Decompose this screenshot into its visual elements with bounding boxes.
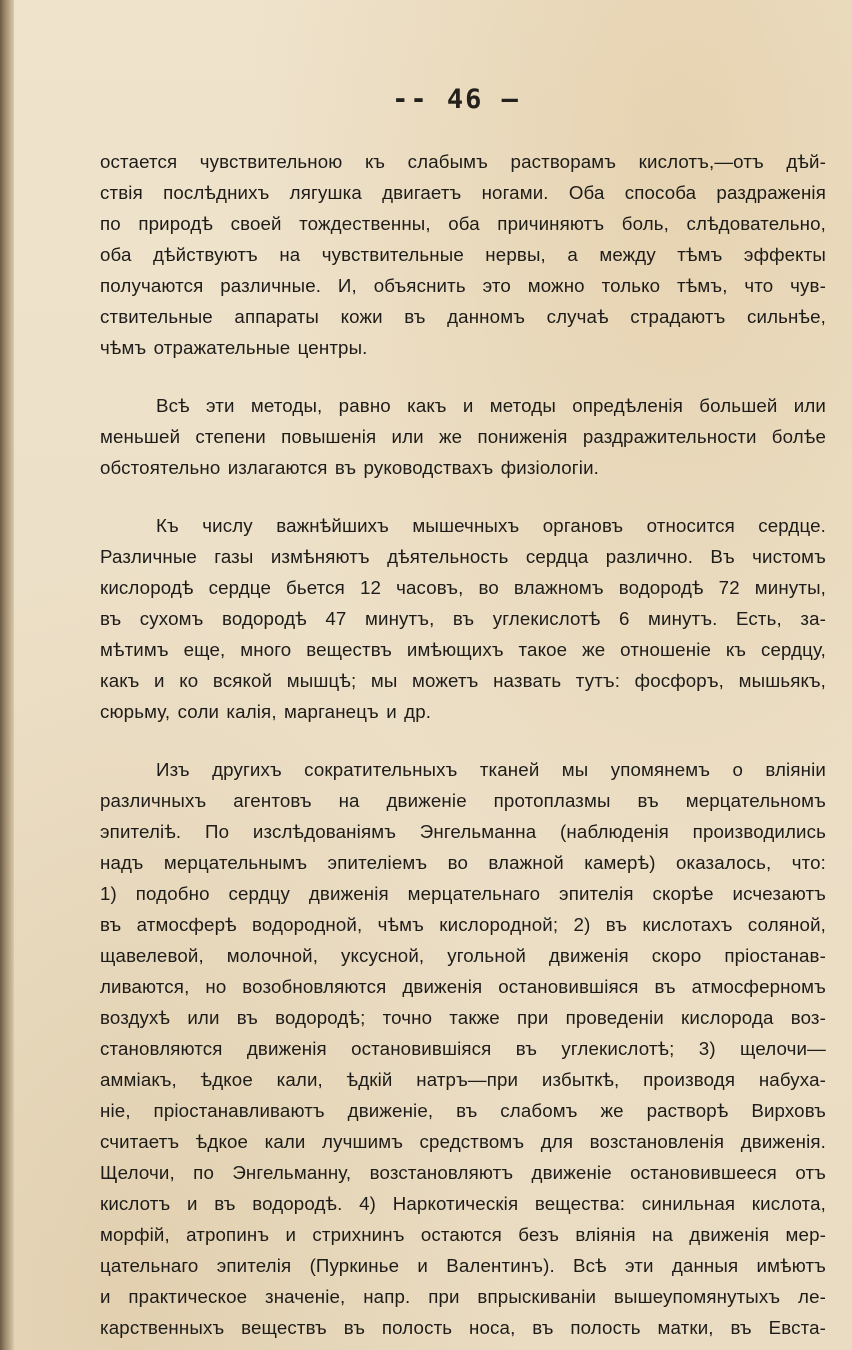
text-line: и практическое значеніе, напр. при впрыскиваніи вышеупомянутыхъ ле- [100,1286,826,1307]
paragraph [100,754,826,1343]
text-line: воздухѣ или въ водородѣ; точно также при проведеніи кислорода воз- [100,1007,826,1028]
text-line: Всѣ эти методы, равно какъ и методы опредѣленія большей или [156,395,826,416]
text-line: надъ мерцательнымъ эпителіемъ во влажной камерѣ) оказалось, что: [100,852,826,873]
text-line: различныхъ агентовъ на движеніе протоплазмы въ мерцательномъ [100,790,826,811]
text-line: амміакъ, ѣдкое кали, ѣдкій натръ—при избыткѣ, производя набуха- [100,1069,826,1090]
text-line: оба дѣйствуютъ на чувствительные нервы, а между тѣмъ эффекты [100,244,826,265]
text-line: кислотъ и въ водородѣ. 4) Наркотическія вещества: синильная кислота, [100,1193,826,1214]
body-text [100,146,826,1343]
paragraph [100,146,826,363]
text-line: Различные газы измѣняютъ дѣятельность сердца различно. Въ чистомъ [100,546,826,567]
text-line: получаются различные. И, объяснить это можно только тѣмъ, что чув- [100,275,826,296]
text-line: въ сухомъ водородѣ 47 минутъ, въ углекислотѣ 6 минутъ. Есть, за- [100,608,826,629]
text-line: Изъ другихъ сократительныхъ тканей мы упомянемъ о вліяніи [156,759,826,780]
text-line: по природѣ своей тождественны, оба причиняютъ боль, слѣдовательно, [100,213,826,234]
text-line: мѣтимъ еще, много веществъ имѣющихъ такое же отношеніе къ сердцу, [100,639,826,660]
page-binding-edge [0,0,14,1350]
text-line: въ атмосферѣ водородной, чѣмъ кислородной; 2) въ кислотахъ соляной, [100,914,826,935]
text-line: сюрьму, соли калія, марганецъ и др. [100,701,432,722]
text-line: чѣмъ отражательные центры. [100,337,368,358]
text-line: ствительные аппараты кожи въ данномъ случаѣ страдаютъ сильнѣе, [100,306,826,327]
text-line: Къ числу важнѣйшихъ мышечныхъ органовъ относится сердце. [156,515,826,536]
text-line: становляются движенія остановившіяся въ углекислотѣ; 3) щелочи— [100,1038,826,1059]
page-number: -- 46 — [392,84,520,115]
text-line: какъ и ко всякой мышцѣ; мы можетъ назвать тутъ: фосфоръ, мышьякъ, [100,670,826,691]
text-line: карственныхъ веществъ въ полость носа, въ полость матки, въ Евста- [100,1317,826,1338]
text-line: обстоятельно излагаются въ руководствахъ физіологіи. [100,457,599,478]
text-line: кислородѣ сердце бьется 12 часовъ, во влажномъ водородѣ 72 минуты, [100,577,826,598]
text-line: меньшей степени повышенія или же пониженія раздражительности болѣе [100,426,826,447]
text-line: Щелочи, по Энгельманну, возстановляютъ движеніе остановившееся отъ [100,1162,826,1183]
text-line: ливаются, но возобновляются движенія остановившіяся въ атмосферномъ [100,976,826,997]
paragraph [100,390,826,483]
text-line: щавелевой, молочной, уксусной, угольной движенія скоро пріостанав- [100,945,826,966]
text-line: цательнаго эпителія (Пуркинье и Валентинъ). Всѣ эти данныя имѣютъ [100,1255,826,1276]
text-line: 1) подобно сердцу движенія мерцательнаго эпителія скорѣе исчезаютъ [100,883,826,904]
text-line: ніе, пріостанавливаютъ движеніе, въ слабомъ же растворѣ Вирховъ [100,1100,826,1121]
paragraph [100,510,826,727]
text-line: считаетъ ѣдкое кали лучшимъ средствомъ для возстановленія движенія. [100,1131,826,1152]
text-line: ствія послѣднихъ лягушка двигаетъ ногами. Оба способа раздраженія [100,182,826,203]
text-line: эпителіѣ. По изслѣдованіямъ Энгельманна (наблюденія производились [100,821,826,842]
text-line: остается чувствительною къ слабымъ растворамъ кислотъ,—отъ дѣй- [100,151,826,172]
text-line: морфій, атропинъ и стрихнинъ остаются безъ вліянія на движенія мер- [100,1224,826,1245]
